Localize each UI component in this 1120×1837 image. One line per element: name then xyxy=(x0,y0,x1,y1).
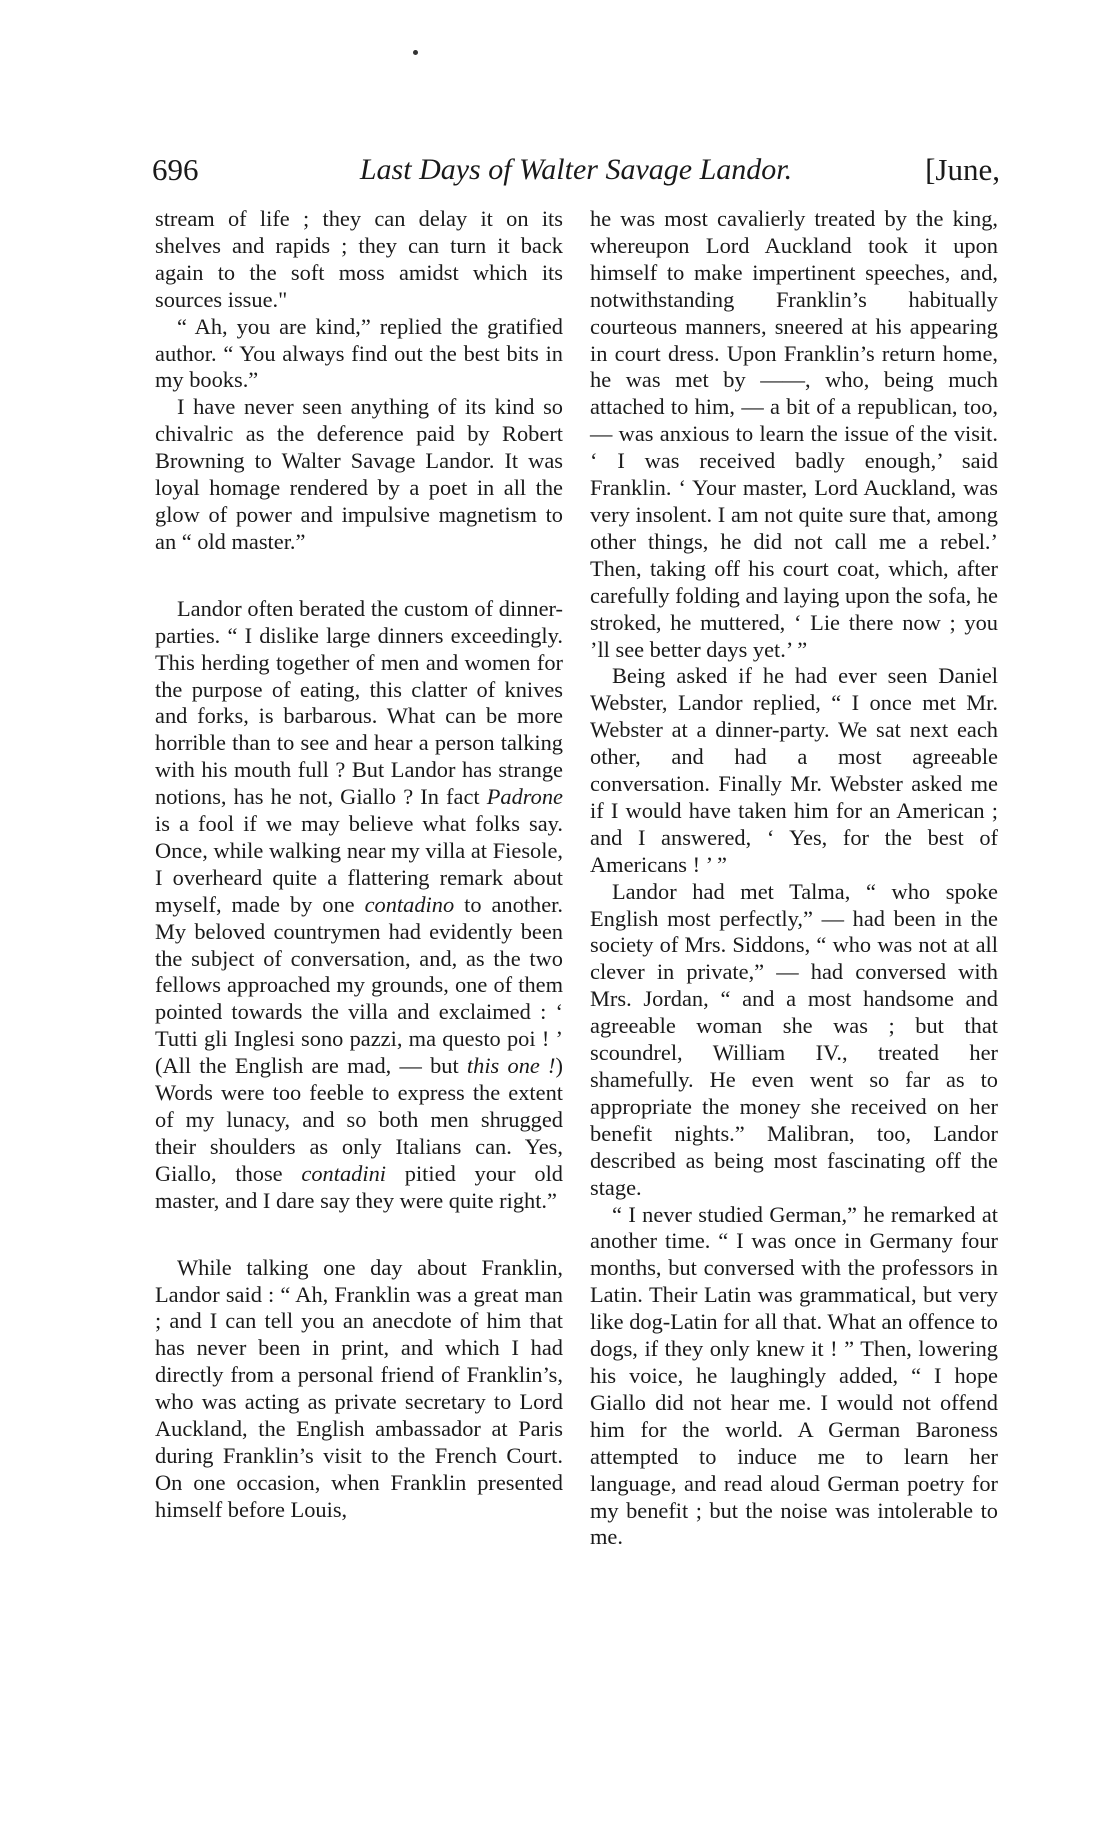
italic-word: this one ! xyxy=(466,1053,556,1079)
paragraph: “ Ah, you are kind,” replied the gratified author. “ You always find out the best bits in my books.” xyxy=(155,313,563,393)
paragraph: he was most cavalierly treated by the king, whereupon Lord Auckland took it upon himself to make impertinent speeches, and, notwithstanding Franklin’s habitually courteous manners, sneered at his appearing in court dress. Upon Franklin’s return home, he was met by ——, who, being much attached to him, — a bit of a republican, too, — was anxious to learn the issue of the visit. ‘ I was received badly enough,’ said Franklin. ‘ Your master, Lord Auckland, was very insolent. I am not quite sure that, among other things, he did not call me a rebel.’ Then, taking off his court coat, which, after carefully folding and laying upon the sofa, he stroked, he muttered, ‘ Lie there now ; you ’ll see better days yet.’ ” xyxy=(590,206,998,662)
italic-word: contadini xyxy=(301,1160,386,1186)
text-run: Landor often berated the custom of dinner-parties. “ I dislike large dinners exceedingly. This herding together of men and women for the purpose of eating, this clatter of knives and forks, is barbarous. What can be more horrible than to see and hear a person talking with his mouth full ? But Landor has strange notions, has he not, Giallo ? In fact xyxy=(155,595,563,810)
paragraph: Landor had met Talma, “ who spoke English most perfectly,” — had been in the society of Mrs. Siddons, “ who was not at all clever in private,” — had conversed with Mrs. Jordan, “ and a most handsome and agreeable woman she was ; but that scoundrel, William IV., treated her shamefully. He even went so far as to appropriate the money she received on her benefit nights.” Malibran, too, Landor described as being most fascinating off the stage. xyxy=(590,878,998,1200)
right-column xyxy=(590,206,998,1551)
running-title: Last Days of Walter Savage Landor. xyxy=(359,153,793,186)
left-column xyxy=(155,206,563,1524)
text-run: is a fool if we may believe what folks say. Once, while walking near my villa at Fiesole, I overheard quite a flattering remark about myself, made by one xyxy=(155,811,563,917)
italic-word: Padrone xyxy=(486,784,563,810)
paragraph xyxy=(155,596,563,1215)
text-run: ) Words were too feeble to express the extent of my lunacy, and so both men shrugged their shoulders as only Italians can. Yes, Giallo, those xyxy=(155,1053,563,1186)
running-date: [June, xyxy=(925,152,1000,187)
italic-word: contadino xyxy=(364,891,455,917)
text-run: to another. My beloved countrymen had evidently been the subject of conversation, and, as the two fellows approached my grounds, one of them pointed towards the villa and exclaimed : ‘ Tutti gli Inglesi sono pazzi, ma questo poi ! ’ (All the English are mad, — but xyxy=(155,891,563,1079)
paragraph: Being asked if he had ever seen Daniel Webster, Landor replied, “ I once met Mr. Webster at a dinner-party. We sat next each other, and had a most agreeable conversation. Finally Mr. Webster asked me if I would have taken him for an American ; and I answered, ‘ Yes, for the best of Americans ! ’ ” xyxy=(590,663,998,877)
text-run: pitied your old master, and I dare say they were quite right.” xyxy=(155,1160,563,1213)
paragraph: While talking one day about Franklin, Landor said : “ Ah, Franklin was a great man ; and I can tell you an anecdote of him that has never been in print, and which I had directly from a personal friend of Franklin’s, who was acting as private secretary to Lord Auckland, the English ambassador at Paris during Franklin’s visit to the French Court. On one occasion, when Franklin presented himself before Louis, xyxy=(155,1254,563,1522)
paragraph: stream of life ; they can delay it on its shelves and rapids ; they can turn it back again to the soft moss amidst which its sources issue." xyxy=(155,206,563,312)
ink-speck xyxy=(413,50,418,55)
running-header xyxy=(152,148,1000,192)
paragraph: “ I never studied German,” he remarked at another time. “ I was once in Germany four months, but conversed with the professors in Latin. Their Latin was grammatical, but very like dog-Latin for all that. What an offence to dogs, if they only knew it ! ” Then, lowering his voice, he laughingly added, “ I hope Giallo did not hear me. I would not offend him for the world. A German Baroness attempted to induce me to learn her language, and read aloud German poetry for my benefit ; but the noise was intolerable to me. xyxy=(590,1201,998,1550)
page-number: 696 xyxy=(152,152,199,187)
section-break xyxy=(155,556,563,596)
paragraph: I have never seen anything of its kind so chivalric as the deference paid by Robert Browning to Walter Savage Landor. It was loyal homage rendered by a poet in all the glow of power and impulsive magnetism to an “ old master.” xyxy=(155,394,563,554)
section-break xyxy=(155,1215,563,1255)
